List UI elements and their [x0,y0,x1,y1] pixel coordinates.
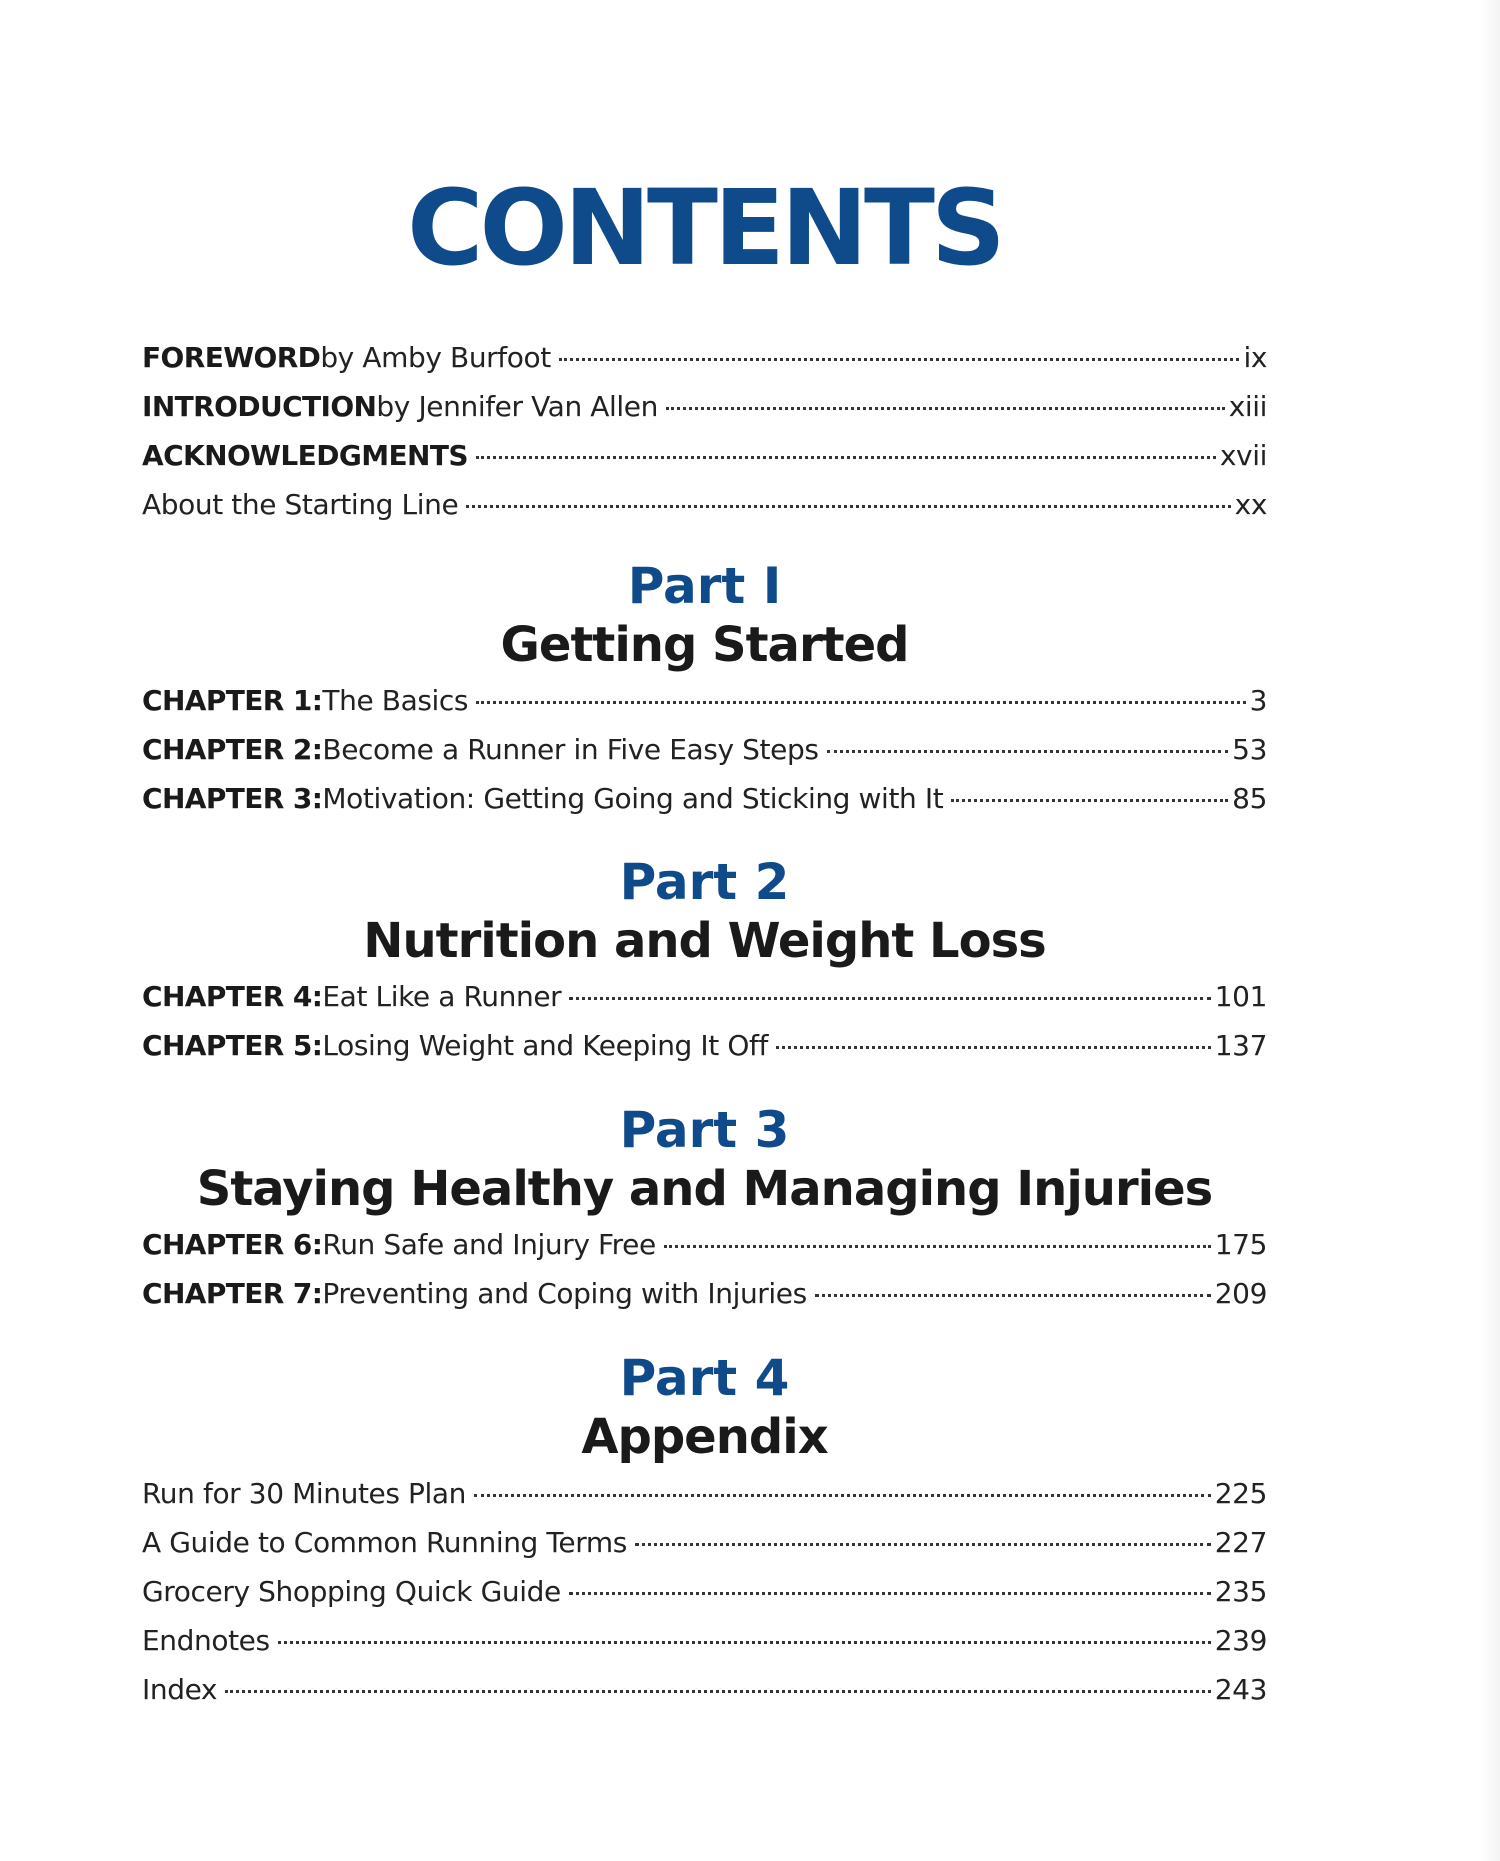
entry-label: About the Starting Line [142,488,459,521]
toc-entry-foreword[interactable] [142,336,1267,380]
entry-label: Endnotes [142,1624,270,1657]
toc-entry-grocery-guide[interactable] [142,1570,1267,1614]
toc-entry-chapter-6[interactable] [142,1223,1267,1267]
entry-page-number: 3 [1249,684,1267,717]
dot-leader [815,1294,1211,1297]
entry-page-number: 227 [1214,1526,1267,1559]
entry-strong-label: CHAPTER 4: [142,980,323,1013]
toc-entry-chapter-4[interactable] [142,975,1267,1019]
toc-entry-chapter-5[interactable] [142,1024,1267,1068]
toc-entry-acknowledgments[interactable] [142,434,1267,478]
entry-label: Motivation: Getting Going and Sticking with It [322,782,944,815]
toc-entry-index[interactable] [142,1668,1267,1712]
dot-leader [569,997,1210,1000]
entry-page-number: 209 [1214,1277,1267,1310]
page-title: CONTENTS [407,167,1002,289]
part-4-heading: Part 4 [619,1349,790,1407]
dot-leader [666,407,1225,410]
dot-leader [827,750,1229,753]
entry-label: Eat Like a Runner [322,980,562,1013]
toc-entry-endnotes[interactable] [142,1619,1267,1663]
entry-label: A Guide to Common Running Terms [142,1526,627,1559]
entry-strong-label: CHAPTER 7: [142,1277,323,1310]
entry-strong-label: CHAPTER 2: [142,733,323,766]
dot-leader [635,1543,1211,1546]
toc-entry-chapter-2[interactable] [142,728,1267,772]
toc-entry-introduction[interactable] [142,385,1267,429]
entry-page-number: xiii [1228,390,1267,423]
entry-page-number: xvii [1219,439,1267,472]
entry-page-number: 235 [1214,1575,1267,1608]
toc-entry-running-terms[interactable] [142,1521,1267,1565]
entry-label: Index [142,1673,218,1706]
toc-entry-chapter-7[interactable] [142,1272,1267,1316]
dot-leader [951,799,1228,802]
dot-leader [225,1690,1211,1693]
entry-page-number: 239 [1214,1624,1267,1657]
entry-strong-label: ACKNOWLEDGMENTS [142,439,468,472]
entry-label: Losing Weight and Keeping It Off [322,1029,768,1062]
entry-label: by Jennifer Van Allen [376,390,658,423]
entry-strong-label: CHAPTER 1: [142,684,323,717]
entry-page-number: 243 [1214,1673,1267,1706]
entry-strong-label: INTRODUCTION [142,390,377,423]
entry-strong-label: FOREWORD [142,341,321,374]
entry-page-number: 101 [1214,980,1267,1013]
entry-page-number: xx [1234,488,1267,521]
part-1-heading: Part I [627,557,782,615]
dot-leader [559,358,1240,361]
entry-strong-label: CHAPTER 6: [142,1228,323,1261]
toc-entry-run-30-plan[interactable] [142,1472,1267,1516]
dot-leader [569,1592,1211,1595]
entry-page-number: 137 [1214,1029,1267,1062]
entry-page-number: 53 [1232,733,1267,766]
part-3-heading: Part 3 [619,1101,790,1159]
entry-page-number: ix [1243,341,1267,374]
toc-entry-chapter-1[interactable] [142,679,1267,723]
dot-leader [476,701,1245,704]
toc-entry-about-starting-line[interactable] [142,483,1267,527]
entry-strong-label: CHAPTER 5: [142,1029,323,1062]
entry-page-number: 175 [1214,1228,1267,1261]
dot-leader [278,1641,1211,1644]
entry-page-number: 85 [1232,782,1267,815]
dot-leader [474,1494,1211,1497]
dot-leader [664,1245,1211,1248]
dot-leader [476,456,1216,459]
part-2-subtitle: Nutrition and Weight Loss [363,913,1046,969]
entry-strong-label: CHAPTER 3: [142,782,323,815]
entry-label: by Amby Burfoot [320,341,551,374]
part-4-subtitle: Appendix [581,1409,828,1465]
entry-label: Become a Runner in Five Easy Steps [322,733,819,766]
page-edge-shadow [1480,0,1500,1861]
part-3-subtitle: Staying Healthy and Managing Injuries [196,1161,1213,1217]
dot-leader [466,505,1230,508]
entry-label: Run for 30 Minutes Plan [142,1477,467,1510]
entry-label: Grocery Shopping Quick Guide [142,1575,561,1608]
entry-page-number: 225 [1214,1477,1267,1510]
part-1-subtitle: Getting Started [500,617,909,673]
entry-label: Preventing and Coping with Injuries [322,1277,807,1310]
entry-label: The Basics [322,684,469,717]
entry-label: Run Safe and Injury Free [322,1228,656,1261]
part-2-heading: Part 2 [619,853,790,911]
dot-leader [776,1046,1211,1049]
toc-entry-chapter-3[interactable] [142,777,1267,821]
